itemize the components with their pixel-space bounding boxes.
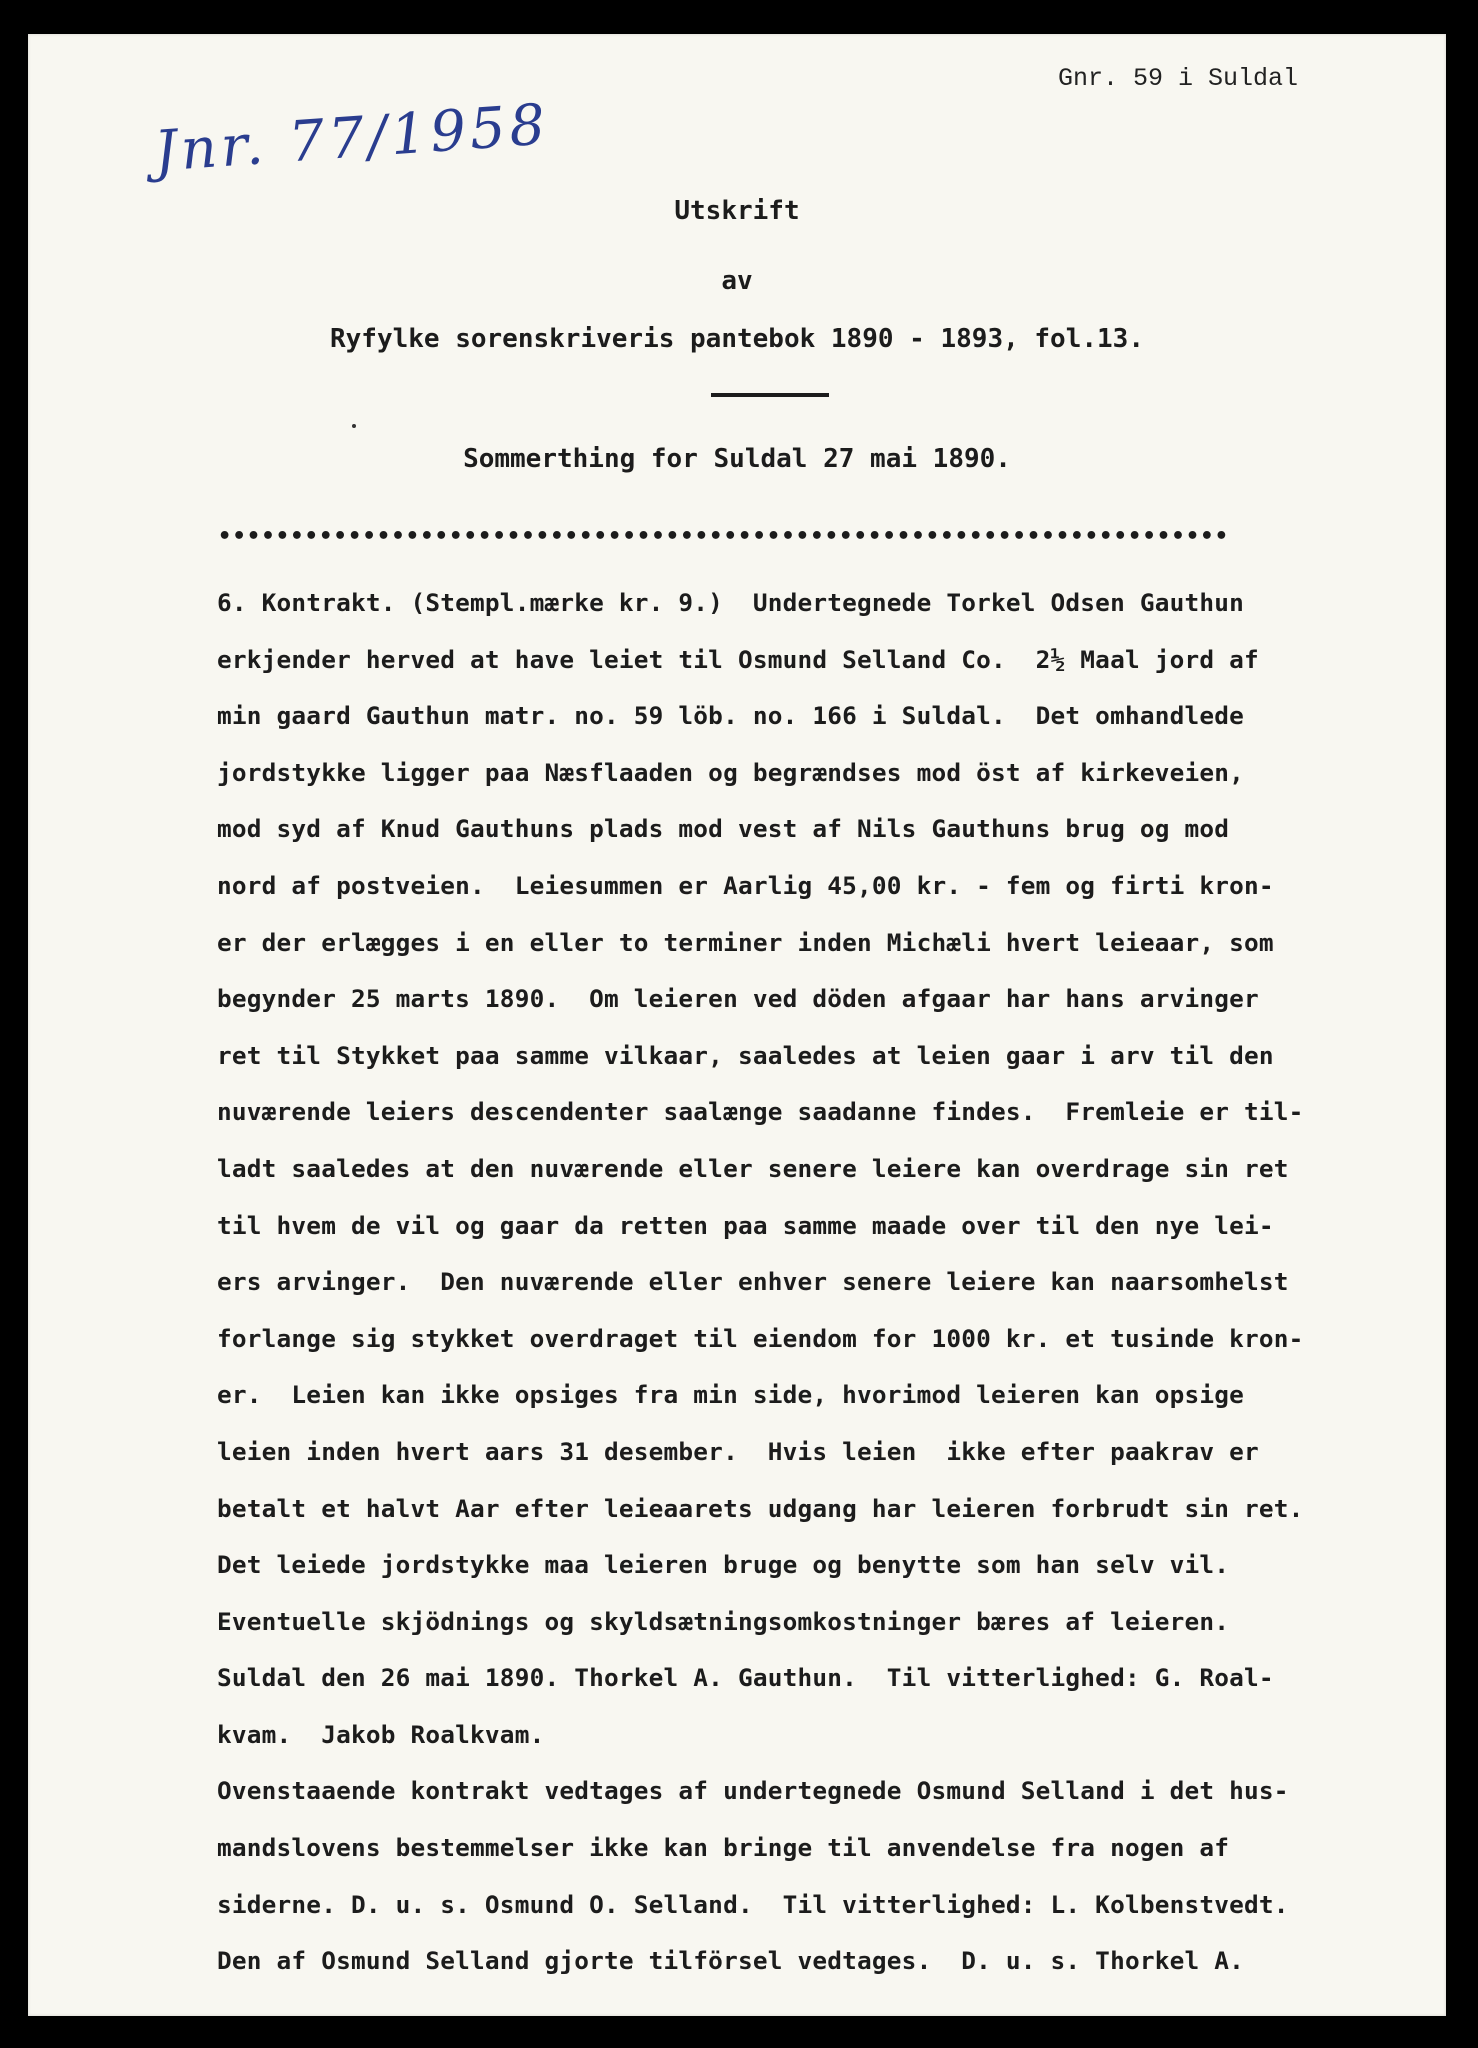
text-line: er. Leien kan ikke opsiges fra min side, hvorimod leieren kan opsige [217, 1380, 1245, 1410]
text-line: nuværende leiers descendenter saalænge saadanne findes. Fremleie er til- [217, 1097, 1304, 1127]
text-line: nord af postveien. Leiesummen er Aarlig 45,00 kr. - fem og firti kron- [217, 870, 1274, 900]
document-page [28, 34, 1446, 2016]
dotted-separator: •••••••••••••••••••••••••••••••••••••••••••••••••••••••••••••••••••••• [218, 524, 1230, 549]
text-line: ladt saaledes at den nuværende eller senere leiere kan overdrage sin ret [217, 1153, 1289, 1183]
text-line: mandslovens bestemmelser ikke kan bringe til anvendelse fra nogen af [217, 1833, 1230, 1863]
text-line: forlange sig stykket overdraget til eiendom for 1000 kr. et tusinde kron- [217, 1323, 1304, 1353]
text-line: Ovenstaaende kontrakt vedtages af undertegnede Osmund Selland i det hus- [217, 1776, 1289, 1806]
title-av: av [721, 266, 753, 296]
text-line: 6. Kontrakt. (Stempl.mærke kr. 9.) Undertegnede Torkel Odsen Gauthun [217, 588, 1245, 617]
title-rule [711, 393, 829, 397]
title-utskrift: Utskrift [674, 196, 800, 226]
text-line: til hvem de vil og gaar da retten paa samme maade over til den nye lei- [217, 1210, 1274, 1240]
text-line: Det leiede jordstykke maa leieren bruge og benytte som han selv vil. [217, 1550, 1230, 1580]
session-heading: Sommerthing for Suldal 27 mai 1890. [463, 444, 1011, 474]
text-line: siderne. D. u. s. Osmund O. Selland. Til vitterlighed: L. Kolbenstvedt. [217, 1889, 1289, 1919]
text-line: Den af Osmund Selland gjorte tilförsel vedtages. D. u. s. Thorkel A. [217, 1946, 1245, 1976]
text-line: min gaard Gauthun matr. no. 59 löb. no. 166 i Suldal. Det omhandlede [217, 701, 1245, 731]
stray-dot [352, 424, 356, 428]
text-line: jordstykke ligger paa Næsflaaden og begrændses mod öst af kirkeveien, [217, 757, 1245, 787]
title-source: Ryfylke sorenskriveris pantebok 1890 - 1893, fol.13. [330, 324, 1144, 354]
text-line: Suldal den 26 mai 1890. Thorkel A. Gauthun. Til vitterlighed: G. Roal- [217, 1663, 1274, 1693]
handwritten-journal-number: Jnr. 77/1958 [152, 92, 552, 185]
text-line: mod syd af Knud Gauthuns plads mod vest af Nils Gauthuns brug og mod [217, 814, 1230, 844]
text-line: leien inden hvert aars 31 desember. Hvis leien ikke efter paakrav er [217, 1436, 1259, 1466]
text-line: betalt et halvt Aar efter leieaarets udgang har leieren forbrudt sin ret. [217, 1493, 1304, 1523]
text-line: erkjender herved at have leiet til Osmund Selland Co. 2½ Maal jord af [217, 644, 1259, 674]
text-line: ret til Stykket paa samme vilkaar, saaledes at leien gaar i arv til den [217, 1040, 1274, 1070]
text-line: er der erlægges i en eller to terminer inden Michæli hvert leieaar, som [217, 927, 1274, 957]
property-reference: Gnr. 59 i Suldal [1057, 64, 1298, 93]
text-line: begynder 25 marts 1890. Om leieren ved döden afgaar har hans arvinger [217, 984, 1259, 1014]
contract-text [217, 575, 1467, 1990]
text-line: ers arvinger. Den nuværende eller enhver senere leiere kan naarsomhelst [217, 1267, 1289, 1297]
text-line: Eventuelle skjödnings og skyldsætningsomkostninger bæres af leieren. [217, 1606, 1230, 1636]
text-line: kvam. Jakob Roalkvam. [217, 1719, 545, 1749]
